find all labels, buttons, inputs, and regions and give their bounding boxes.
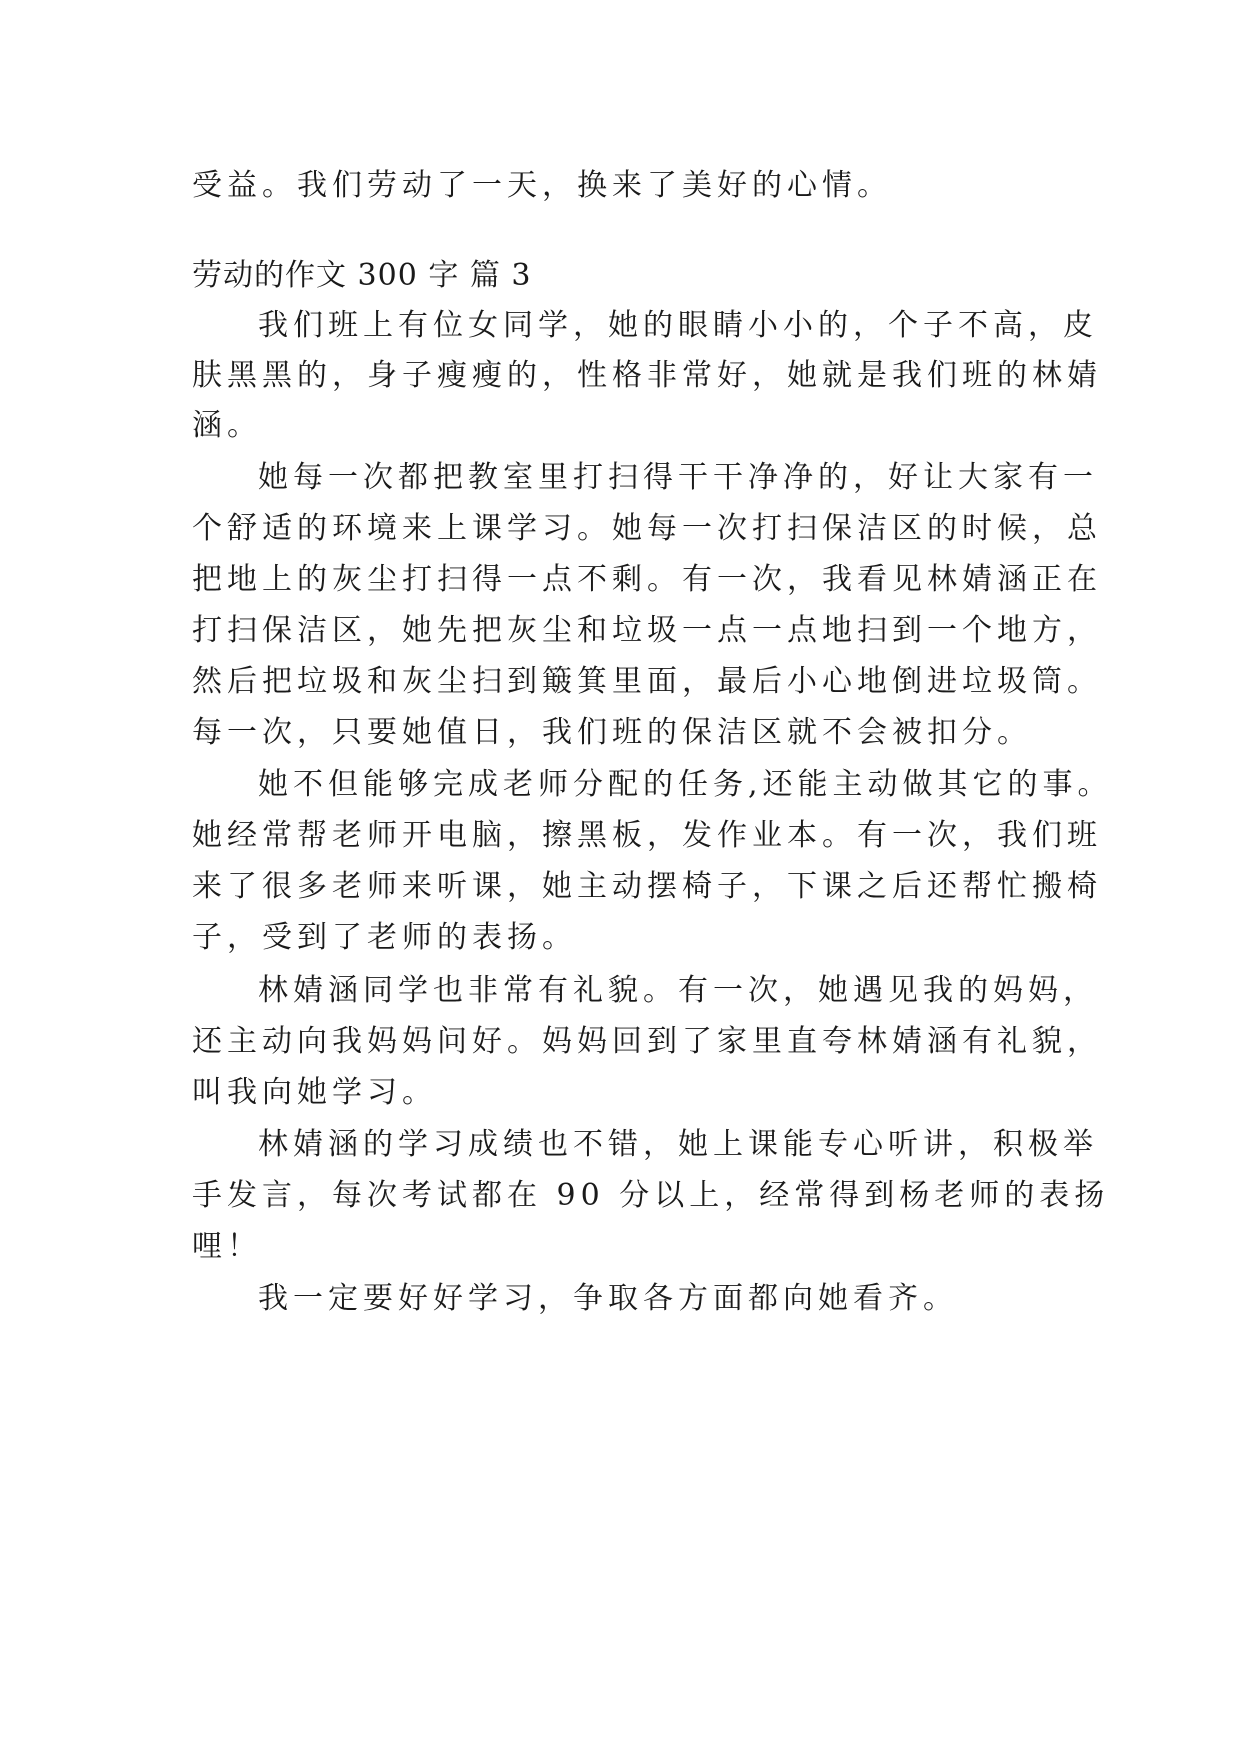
paragraph-line: 手发言，每次考试都在 90 分以上，经常得到杨老师的表扬 [192,1178,1110,1213]
paragraph-line: 还主动向我妈妈问好。妈妈回到了家里直夸林婧涵有礼貌， [192,1024,1102,1059]
section-title: 劳动的作文 300 字 篇 3 [192,258,532,293]
paragraph-line: 然后把垃圾和灰尘扫到簸箕里面，最后小心地倒进垃圾筒。 [192,664,1102,699]
paragraph-line: 肤黑黑的，身子瘦瘦的，性格非常好，她就是我们班的林婧 [192,358,1102,393]
paragraph-line: 叫我向她学习。 [192,1075,437,1110]
paragraph-line: 打扫保洁区，她先把灰尘和垃圾一点一点地扫到一个地方， [192,613,1102,648]
paragraph-line: 她经常帮老师开电脑，擦黑板，发作业本。有一次，我们班 [192,818,1102,853]
paragraph-line: 涵。 [192,408,262,443]
paragraph-line: 哩！ [192,1229,262,1264]
paragraph-line: 把地上的灰尘打扫得一点不剩。有一次，我看见林婧涵正在 [192,562,1102,597]
paragraph-line: 我一定要好好学习，争取各方面都向她看齐。 [258,1281,958,1316]
intro-line: 受益。我们劳动了一天，换来了美好的心情。 [192,168,892,203]
paragraph-line: 林婧涵的学习成绩也不错，她上课能专心听讲，积极举 [258,1127,1098,1162]
paragraph-line: 她每一次都把教室里打扫得干干净净的，好让大家有一 [258,460,1098,495]
paragraph-line: 个舒适的环境来上课学习。她每一次打扫保洁区的时候，总 [192,511,1102,546]
paragraph-line: 来了很多老师来听课，她主动摆椅子，下课之后还帮忙搬椅 [192,869,1102,904]
paragraph-line: 她不但能够完成老师分配的任务,还能主动做其它的事。 [258,767,1113,802]
paragraph-line: 林婧涵同学也非常有礼貌。有一次，她遇见我的妈妈， [258,973,1098,1008]
paragraph-line: 子，受到了老师的表扬。 [192,920,577,955]
paragraph-line: 我们班上有位女同学，她的眼睛小小的，个子不高，皮 [258,308,1098,343]
paragraph-line: 每一次，只要她值日，我们班的保洁区就不会被扣分。 [192,715,1032,750]
